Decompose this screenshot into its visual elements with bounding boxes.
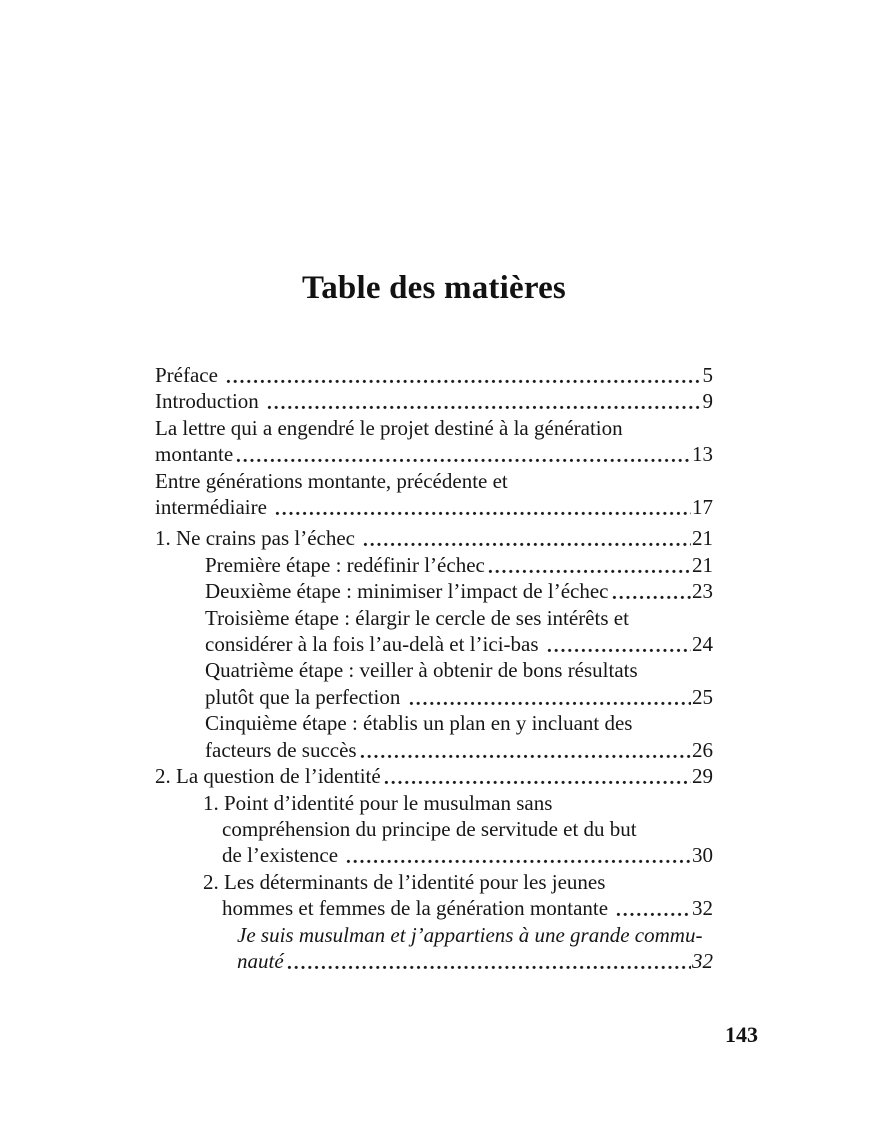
toc-line [155, 895, 713, 921]
toc-entry [155, 763, 713, 789]
toc-page-number: 26 [692, 737, 713, 762]
toc-page-number: 32 [692, 896, 713, 921]
toc-line [155, 842, 713, 868]
toc-page-number: 9 [702, 389, 713, 414]
toc-page-number: 21 [692, 526, 713, 551]
toc-entry-text: de l’existence [222, 843, 344, 868]
toc-page-number: 21 [692, 552, 713, 577]
toc-entry-text: considérer à la fois l’au-delà et l’ici-bas [205, 632, 544, 657]
toc-line [155, 763, 713, 789]
toc-entry [155, 415, 713, 468]
toc-entry [155, 468, 713, 521]
toc-entry-text: La lettre qui a engendré le projet destiné à la génération [155, 415, 623, 440]
toc-line [155, 790, 713, 816]
toc-entry-text: Quatrième étape : veiller à obtenir de bons résultats [205, 658, 638, 683]
toc-entry-text: Deuxième étape : minimiser l’impact de l’échec [205, 579, 609, 604]
toc-line [155, 948, 713, 974]
toc-entry-text: Préface [155, 363, 224, 387]
toc-entry-text: montante [155, 442, 234, 467]
toc-entry-text: facteurs de succès [205, 737, 357, 762]
toc-entry-text: Je suis musulman et j’appartiens à une grande commu- [237, 922, 703, 947]
page-title: Table des matières [302, 270, 566, 306]
toc-entry-text: Troisième étape : élargir le cercle de ses intérêts et [205, 605, 629, 630]
toc-entry-text: Première étape : redéfinir l’échec [205, 552, 485, 577]
toc-line [155, 362, 713, 388]
toc-entry-text: 1. Ne crains pas l’échec [155, 526, 361, 551]
toc-line [155, 525, 713, 551]
toc-entry [155, 922, 713, 975]
toc-entry [155, 605, 713, 658]
toc-line [155, 816, 713, 842]
toc-entry [155, 552, 713, 578]
toc-page-number: 30 [692, 843, 713, 868]
toc-entry [155, 657, 713, 710]
toc-page-number: 32 [692, 948, 713, 973]
toc-entry-text: compréhension du principe de servitude et du but [222, 816, 637, 841]
toc-page-number: 23 [692, 579, 713, 604]
toc-line [155, 657, 713, 683]
toc-line [155, 737, 713, 763]
toc-entry [155, 710, 713, 763]
toc-entry-text: Introduction [155, 389, 265, 414]
toc-page-number: 29 [692, 764, 713, 789]
folio-page-number: 143 [725, 1022, 758, 1047]
toc-entry [155, 578, 713, 604]
toc-page-number: 5 [702, 363, 713, 387]
toc-list [155, 362, 713, 974]
toc-entry [155, 388, 713, 414]
toc-page-number: 25 [692, 684, 713, 709]
toc-line [155, 631, 713, 657]
toc-entry-text: Cinquième étape : établis un plan en y incluant des [205, 711, 633, 736]
toc-entry-text: plutôt que la perfection [205, 684, 406, 709]
toc-line [155, 441, 713, 467]
toc-line [155, 415, 713, 441]
toc-entry-text: Entre générations montante, précédente et [155, 468, 508, 493]
toc-entry [155, 525, 713, 551]
toc-line [155, 869, 713, 895]
toc-page-number: 17 [692, 495, 713, 520]
toc-page-number: 24 [692, 632, 713, 657]
toc-entry-text: 2. La question de l’identité [155, 764, 381, 789]
toc-entry-text: intermédiaire [155, 495, 273, 520]
toc-line [155, 710, 713, 736]
toc-line [155, 494, 713, 520]
toc-line [155, 605, 713, 631]
toc-entry-text: 2. Les déterminants de l’identité pour les jeunes [203, 869, 606, 894]
toc-entry [155, 869, 713, 922]
toc-line [155, 468, 713, 494]
toc-line [155, 388, 713, 414]
toc-line [155, 552, 713, 578]
toc-entry-text: hommes et femmes de la génération montante [222, 896, 614, 921]
toc-entry [155, 790, 713, 869]
toc-entry [155, 362, 713, 388]
toc-entry-text: nauté [237, 948, 284, 973]
toc-line [155, 578, 713, 604]
toc-page-number: 13 [692, 442, 713, 467]
toc-entry-text: 1. Point d’identité pour le musulman sans [203, 790, 553, 815]
toc-line [155, 922, 713, 948]
toc-line [155, 684, 713, 710]
